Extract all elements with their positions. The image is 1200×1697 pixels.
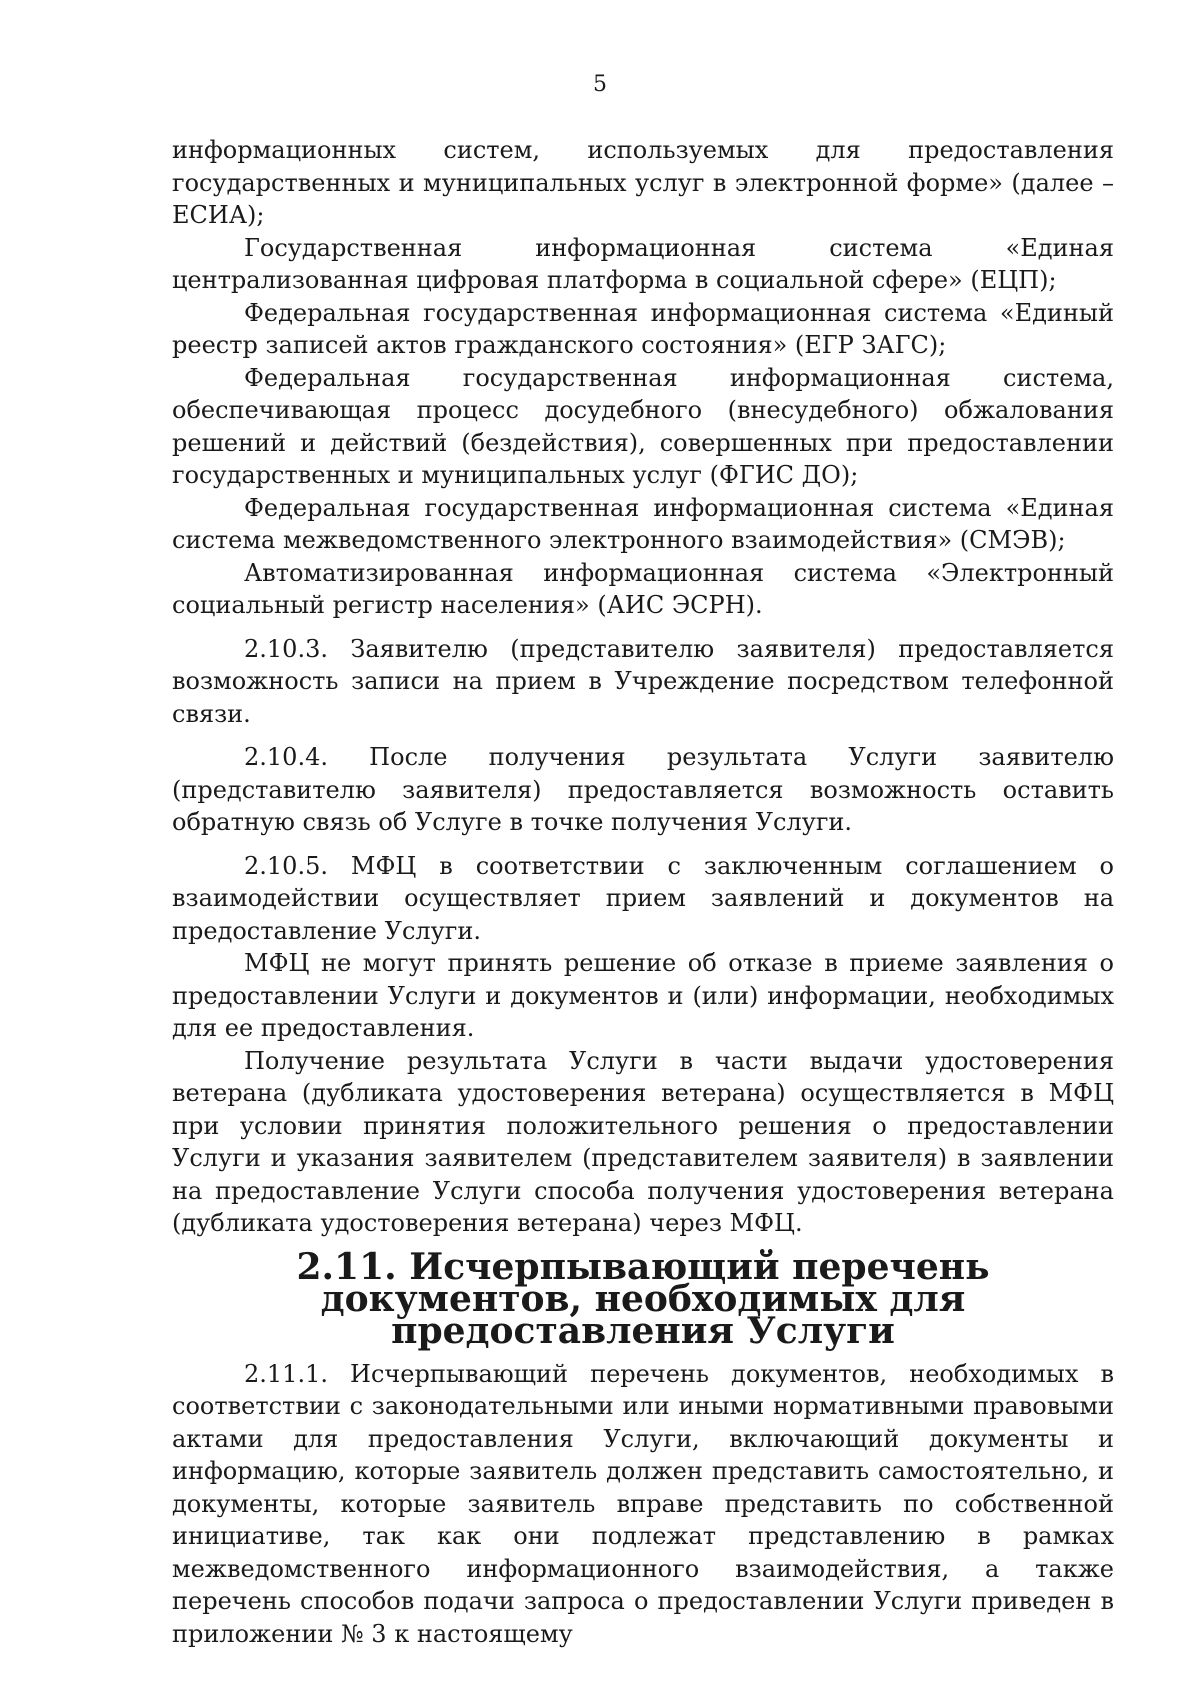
clause-2-10-4: 2.10.4. После получения результата Услуги заявителю (представителю заявителя) предоставляется возможность оставить обратную связь об Услуге в точке получения Услуги. [172,743,1114,836]
clause-2-11-1: 2.11.1. Исчерпывающий перечень документов, необходимых в соответствии с законодательными или иными нормативными правовыми актами для предоставления Услуги, включающий документы и информацию, которые заявитель должен представить самостоятельно, и документы, которые заявитель вправе представить по собственной инициативе, так как они подлежат представлению в рамках межведомственного информационного взаимодействия, а также перечень способов подачи запроса о предоставлении Услуги приведен в приложении № 3 к настоящему [172,1359,1114,1648]
section-heading-line-2: предоставления Услуги [391,1309,895,1352]
paragraph-ecp: Государственная информационная система «Единая централизованная цифровая платформа в социальной сфере» (ЕЦП); [172,233,1114,294]
paragraph-ais-esrn: Автоматизированная информационная система «Электронный социальный регистр населения» (АИС ЭСРН). [172,558,1114,619]
section-heading-line-1: 2.11. Исчерпывающий перечень документов, необходимых для [296,1245,990,1320]
page-number: 5 [593,72,607,97]
paragraph-egr-zags: Федеральная государственная информационная система «Единый реестр записей актов гражданского состояния» (ЕГР ЗАГС); [172,298,1114,359]
paragraph-fgis-do: Федеральная государственная информационная система, обеспечивающая процесс досудебного (внесудебного) обжалования решений и действий (бездействия), совершенных при предоставлении государственных и муниципальных услуг (ФГИС ДО); [172,363,1114,489]
clause-2-10-3: 2.10.3. Заявителю (представителю заявителя) предоставляется возможность записи на прием в Учреждение посредством телефонной связи. [172,634,1114,728]
paragraph-mfc-refusal: МФЦ не могут принять решение об отказе в приеме заявления о предоставлении Услуги и документов и (или) информации, необходимых для ее предоставления. [172,949,1114,1042]
section-heading-2-11 [172,1245,1114,1352]
clause-2-10-5: 2.10.5. МФЦ в соответствии с заключенным соглашением о взаимодействии осуществляет прием заявлений и документов на предоставление Услуги. [172,851,1114,945]
paragraph-mfc-result: Получение результата Услуги в части выдачи удостоверения ветерана (дубликата удостоверения ветерана) осуществляется в МФЦ при условии принятия положительного решения о предоставлении Услуги и указания заявителем (представителем заявителя) в заявлении на предоставление Услуги способа получения удостоверения ветерана (дубликата удостоверения ветерана) через МФЦ. [172,1046,1114,1237]
paragraph-esia-continuation: информационных систем, используемых для предоставления государственных и муниципальных услуг в электронной форме» (далее – ЕСИА); [172,136,1114,229]
paragraph-smev: Федеральная государственная информационная система «Единая система межведомственного электронного взаимодействия» (СМЭВ); [172,493,1114,554]
document-body [172,134,1114,1650]
